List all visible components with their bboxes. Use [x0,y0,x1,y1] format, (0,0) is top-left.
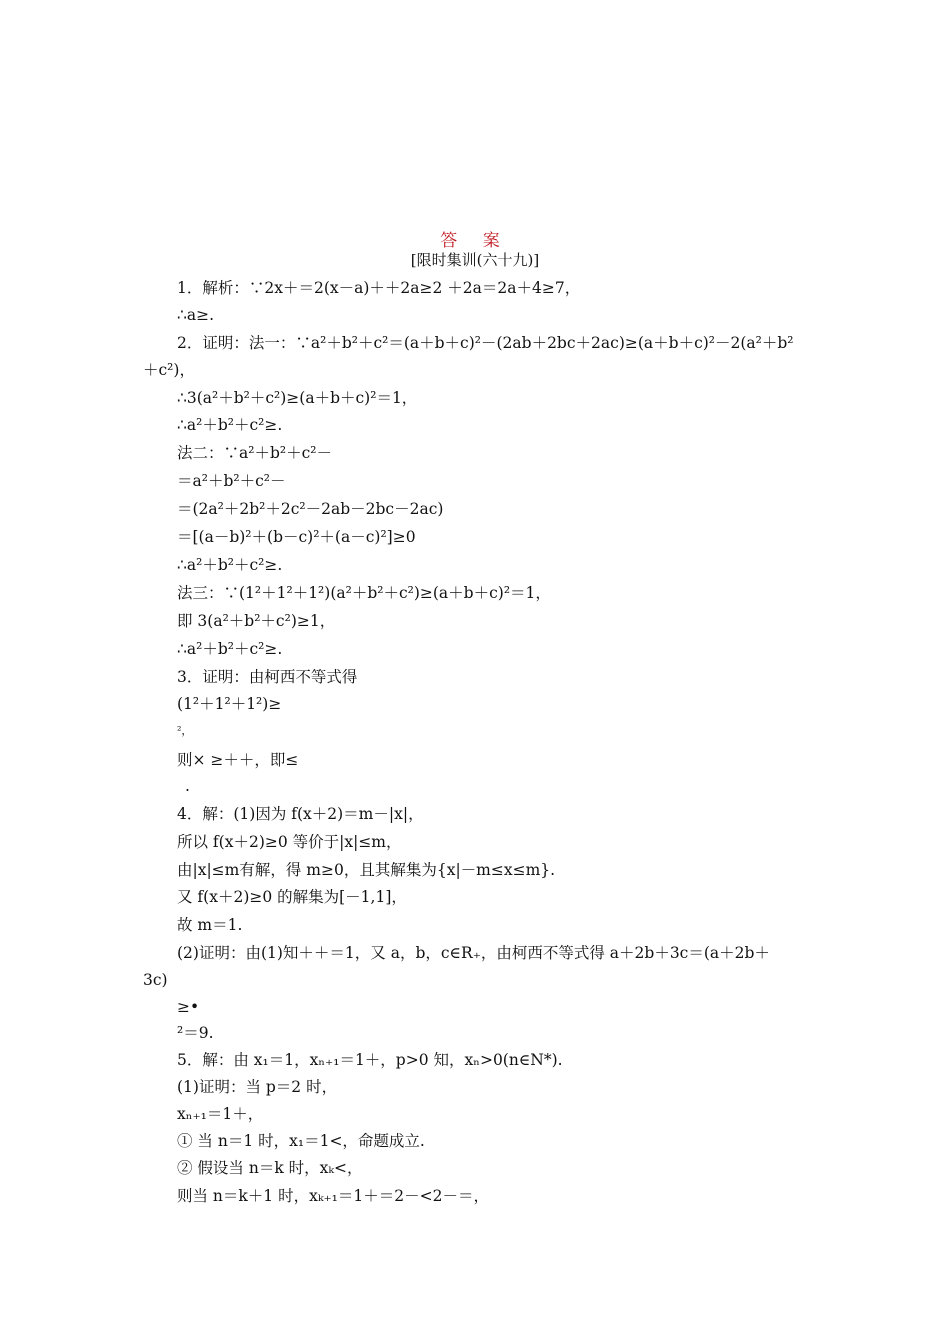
text-line: 故 m＝1. [177,916,243,934]
text-line: 5．解：由 x₁＝1，xₙ₊₁＝1＋，p>0 知，xₙ>0(n∈N*). [177,1051,563,1069]
text-line: ② 假设当 n＝k 时，xₖ<， [177,1159,363,1177]
text-line: 由|x|≤m有解，得 m≥0，且其解集为{x|－m≤x≤m}. [177,861,556,879]
text-line: (2)证明：由(1)知＋＋＝1，又 a，b，c∈R₊，由柯西不等式得 a＋2b＋3c＝(a＋2b＋ [177,944,770,962]
text-line: 1．解析：∵2x＋＝2(x－a)＋＋2a≥2 ＋2a＝2a＋4≥7， [177,279,581,297]
text-line: ＝a²＋b²＋c²－ [177,472,286,490]
text-line: ∴3(a²＋b²＋c²)≥(a＋b＋c)²＝1， [177,389,418,407]
text-line: 3c) [143,971,168,989]
text-line: 法二：∵a²＋b²＋c²－ [177,444,332,462]
text-line: 3．证明：由柯西不等式得 [177,668,358,686]
text-line: 则× ≥＋＋，即≤ [177,751,299,769]
text-line: 又 f(x＋2)≥0 的解集为[－1,1]， [177,888,407,906]
text-line: ²＝9. [177,1024,214,1042]
text-line: 2．证明：法一：∵a²＋b²＋c²＝(a＋b＋c)²－(2ab＋2bc＋2ac)≥(a＋b＋c)²－2(a²＋b² [177,334,794,352]
answer-title: 答 案 [440,231,510,251]
text-line: (1²＋1²＋1²)≥ [177,695,282,713]
text-line: 法三：∵(1²＋1²＋1²)(a²＋b²＋c²)≥(a＋b＋c)²＝1， [177,584,551,602]
text-line: . [185,777,190,795]
text-line: ≥• [177,998,200,1016]
answer-subtitle: [限时集训(六十九)] [410,251,540,269]
text-line: ∴a≥. [177,306,215,324]
text-line: ∴a²＋b²＋c²≥. [177,640,283,658]
text-line: 4．解：(1)因为 f(x＋2)＝m－|x|， [177,805,424,823]
text-line: 即 3(a²＋b²＋c²)≥1， [177,612,336,630]
text-line: xₙ₊₁＝1＋， [177,1105,264,1123]
text-line: ∴a²＋b²＋c²≥. [177,416,283,434]
text-line: 所以 f(x＋2)≥0 等价于|x|≤m， [177,833,402,851]
text-line: ＝(2a²＋2b²＋2c²－2ab－2bc－2ac) [177,500,444,518]
text-line: ① 当 n＝1 时，x₁＝1<，命题成立. [177,1132,425,1150]
text-line: ＝[(a－b)²＋(b－c)²＋(a－c)²]≥0 [177,528,416,546]
text-line: (1)证明：当 p＝2 时， [177,1078,338,1096]
text-line: ＋c²)， [143,361,195,379]
text-line: ²， [177,724,193,737]
text-line: 则当 n＝k＋1 时，xₖ₊₁＝1＋＝2－<2－＝， [177,1187,489,1205]
text-line: ∴a²＋b²＋c²≥. [177,556,283,574]
